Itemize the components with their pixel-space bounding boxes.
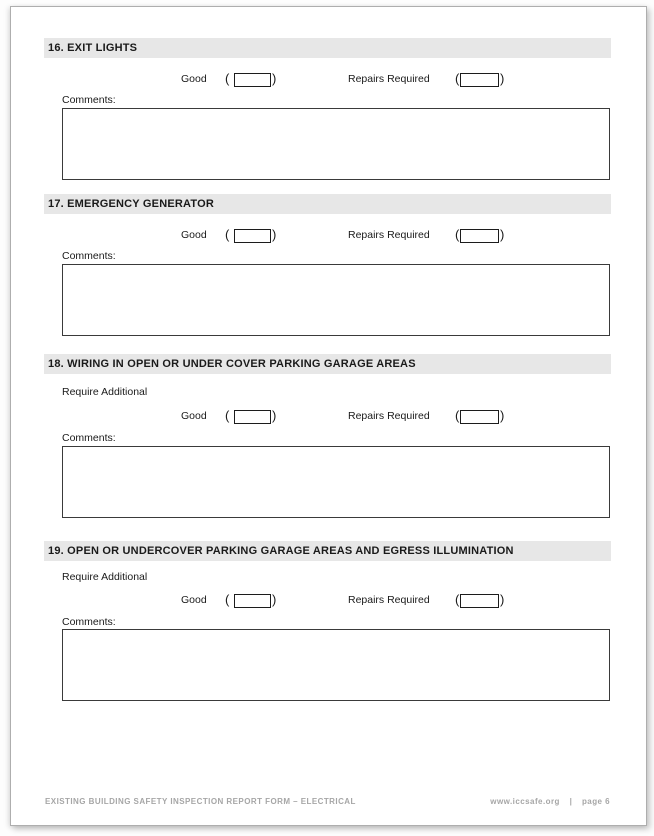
good-checkbox[interactable]: [234, 594, 271, 608]
paren-open: (: [455, 408, 460, 423]
repairs-required-label: Repairs Required: [348, 594, 430, 606]
repairs-required-checkbox[interactable]: [460, 410, 499, 424]
comments-box[interactable]: [62, 446, 610, 518]
section-17-title: 17. EMERGENCY GENERATOR: [48, 198, 214, 210]
paren-close: ): [500, 408, 505, 423]
paren-open: (: [225, 408, 230, 423]
good-checkbox[interactable]: [234, 73, 271, 87]
paren-close: ): [500, 227, 505, 242]
comments-label: Comments:: [62, 250, 116, 262]
good-label: Good: [181, 73, 207, 85]
repairs-required-label: Repairs Required: [348, 73, 430, 85]
require-additional-label: Require Additional: [62, 571, 148, 583]
paren-open: (: [455, 71, 460, 86]
comments-label: Comments:: [62, 616, 116, 628]
section-16-header: [44, 38, 611, 58]
footer-url: www.iccsafe.org: [490, 797, 560, 806]
good-label: Good: [181, 594, 207, 606]
section-18-checkbox-row: [44, 409, 611, 425]
require-additional-label: Require Additional: [62, 386, 148, 398]
form-page: [10, 6, 647, 826]
comments-box[interactable]: [62, 264, 610, 336]
good-label: Good: [181, 229, 207, 241]
paren-open: (: [225, 227, 230, 242]
footer-right: [490, 797, 610, 806]
footer-form-title: EXISTING BUILDING SAFETY INSPECTION REPORT FORM – ELECTRICAL: [45, 797, 356, 806]
paren-close: ): [500, 592, 505, 607]
paren-close: ): [500, 71, 505, 86]
good-checkbox[interactable]: [234, 229, 271, 243]
footer-page-number: page 6: [581, 797, 610, 806]
good-label: Good: [181, 410, 207, 422]
repairs-required-checkbox[interactable]: [460, 73, 499, 87]
section-17-checkbox-row: [44, 228, 611, 244]
repairs-required-label: Repairs Required: [348, 229, 430, 241]
section-18-header: [44, 354, 611, 374]
section-16-title: 16. EXIT LIGHTS: [48, 42, 138, 54]
section-18-wiring-parking-garage: [44, 354, 611, 517]
section-18-title: 18. WIRING IN OPEN OR UNDER COVER PARKING GARAGE AREAS: [48, 358, 416, 370]
comments-label: Comments:: [62, 94, 116, 106]
paren-open: (: [225, 592, 230, 607]
comments-label: Comments:: [62, 432, 116, 444]
repairs-required-label: Repairs Required: [348, 410, 430, 422]
paren-close: ): [272, 71, 277, 86]
section-19-header: [44, 541, 611, 561]
comments-box[interactable]: [62, 629, 610, 701]
section-17-header: [44, 194, 611, 214]
paren-open: (: [455, 227, 460, 242]
comments-box[interactable]: [62, 108, 610, 180]
section-19-title: 19. OPEN OR UNDERCOVER PARKING GARAGE AREAS AND EGRESS ILLUMINATION: [48, 545, 514, 557]
paren-open: (: [455, 592, 460, 607]
repairs-required-checkbox[interactable]: [460, 229, 499, 243]
paren-open: (: [225, 71, 230, 86]
paren-close: ): [272, 408, 277, 423]
section-16-exit-lights: [44, 38, 611, 179]
section-19-parking-garage-egress-illumination: [44, 541, 611, 700]
section-19-checkbox-row: [44, 593, 611, 609]
repairs-required-checkbox[interactable]: [460, 594, 499, 608]
footer-separator: |: [569, 797, 573, 806]
section-17-emergency-generator: [44, 194, 611, 335]
paren-close: ): [272, 227, 277, 242]
good-checkbox[interactable]: [234, 410, 271, 424]
paren-close: ): [272, 592, 277, 607]
section-16-checkbox-row: [44, 72, 611, 88]
